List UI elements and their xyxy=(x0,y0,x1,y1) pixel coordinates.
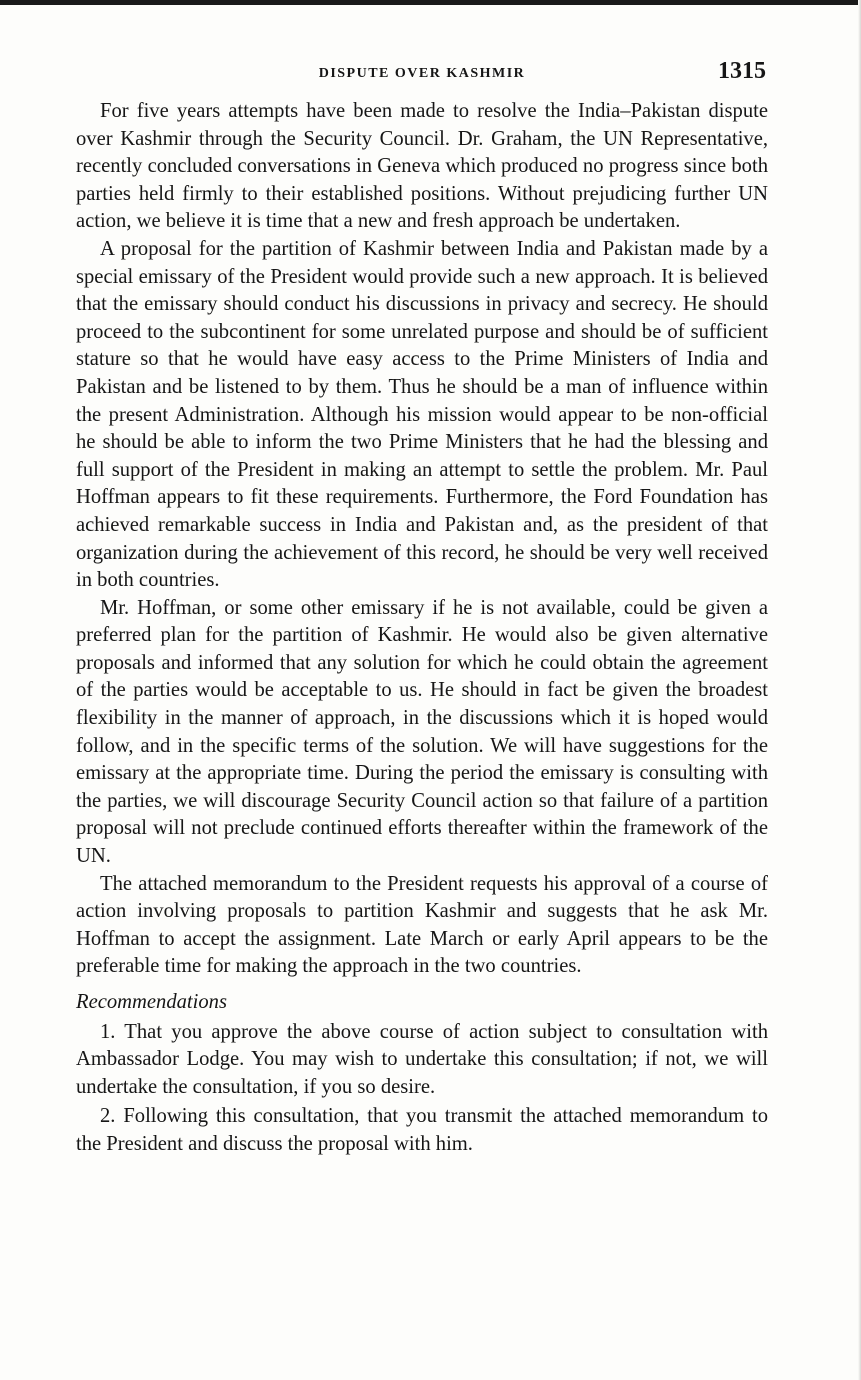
recommendation-item: 2. Following this consultation, that you transmit the attached memorandum to the President and discuss the proposal with him. xyxy=(76,1105,768,1155)
recommendation-item: 1. That you approve the above course of action subject to consultation with Ambassador Lodge. You may wish to undertake this consultation; if not, we will undertake the consultation, if you so desire. xyxy=(76,1020,768,1098)
running-title: DISPUTE OVER KASHMIR xyxy=(318,66,526,81)
recommendations-heading: Recommendations xyxy=(76,991,227,1013)
recommendations-list xyxy=(76,1019,768,1159)
page-number: 1315 xyxy=(718,58,766,84)
body-text xyxy=(76,98,768,981)
paragraph: The attached memorandum to the President requests his approval of a course of action involving proposals to partition Kashmir and suggests that he ask Mr. Hoffman to accept the assignment. Late March or early April appears to be the preferable time for making the approach in the two countries. xyxy=(76,872,768,978)
running-header xyxy=(76,58,768,98)
top-edge-rule xyxy=(0,0,861,5)
paragraph: Mr. Hoffman, or some other emissary if he is not available, could be given a preferred plan for the partition of Kashmir. He would also be given alternative proposals and informed that any solution for which he could obtain the agreement of the parties would be acceptable to us. He should in fact be given the broadest flexibility in the manner of approach, in the discussions which it is hoped would follow, and in the specific terms of the solution. We will have suggestions for the emissary at the appropriate time. During the period the emissary is consulting with the parties, we will discourage Security Council action so that failure of a partition proposal will not preclude continued efforts thereafter within the framework of the UN. xyxy=(76,596,768,868)
paragraph: A proposal for the partition of Kashmir between India and Pakistan made by a special emissary of the President would provide such a new approach. It is believed that the emissary should conduct his discussions in privacy and secrecy. He should proceed to the subcontinent for some unrelated purpose and should be of sufficient stature so that he would have easy access to the Prime Ministers of India and Pakistan and be listened to by them. Thus he should be a man of influence within the present Administration. Although his mission would appear to be non-official he should be able to inform the two Prime Ministers that he had the blessing and full support of the President in making an attempt to settle the problem. Mr. Paul Hoffman appears to fit these requirements. Furthermore, the Ford Foundation has achieved remarkable success in India and Pakistan and, as the president of that organization during the achievement of this record, he should be very well received in both countries. xyxy=(76,237,768,592)
paragraph: For five years attempts have been made to resolve the India–Pakistan dispute over Kashmir through the Security Council. Dr. Graham, the UN Representative, recently concluded conversations in Geneva which produced no progress since both parties held firmly to their established positions. Without prejudicing further UN action, we believe it is time that a new and fresh approach be undertaken. xyxy=(76,100,768,233)
document-page xyxy=(76,58,768,1159)
